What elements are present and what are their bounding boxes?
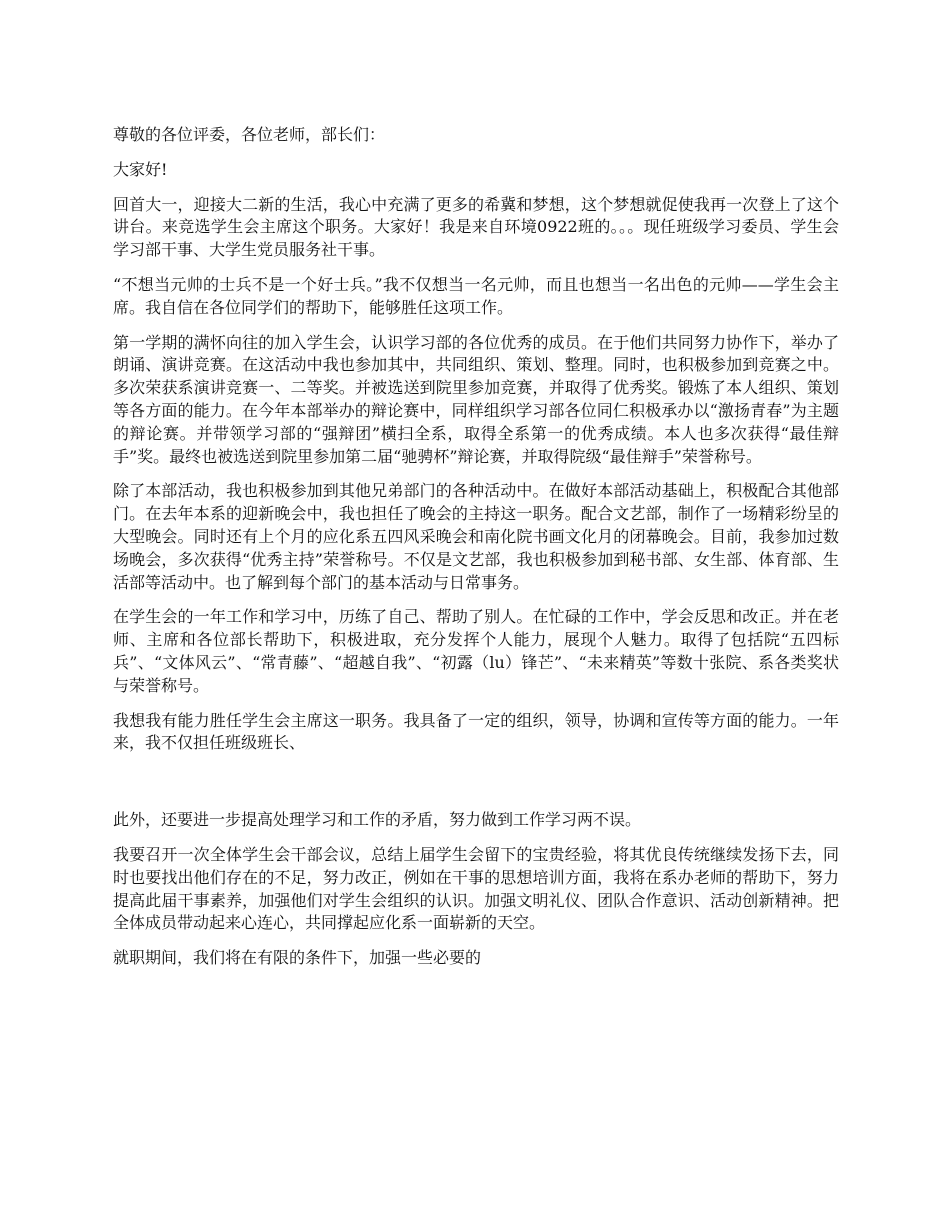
- paragraph-first-term: 第一学期的满怀向往的加入学生会，认识学习部的各位优秀的成员。在于他们共同努力协作下，举办了朗诵、演讲竞赛。在这活动中我也参加其中，共同组织、策划、整理。同时，也积极参加到竞赛之中。多次荣获系演讲竞赛一、二等奖。并被选送到院里参加竞赛，并取得了优秀奖。锻炼了本人组织、策划等各方面的能力。在今年本部举办的辩论赛中，同样组织学习部各位同仁积极承办以“激扬青春”为主题的辩论赛。并带领学习部的“强辩团”横扫全系，取得全系第一的优秀成绩。本人也多次获得“最佳辩手”奖。最终也被选送到院里参加第二届“驰骋杯”辩论赛，并取得院级“最佳辩手”荣誉称号。: [113, 332, 839, 466]
- salutation: 尊敬的各位评委，各位老师，部长们：: [113, 125, 386, 144]
- document-page: [113, 124, 839, 982]
- paragraph-other-departments: 除了本部活动，我也积极参加到其他兄弟部门的各种活动中。在做好本部活动基础上，积极配合其他部门。在去年本系的迎新晚会中，我也担任了晚会的主持这一职务。配合文艺部，制作了一场精彩纷呈的大型晚会。同时还有上个月的应化系五四风采晚会和南化院书画文化月的闭幕晚会。目前，我参加过数场晚会，多次获得“优秀主持”荣誉称号。不仅是文艺部，我也积极参加到秘书部、女生部、体育部、生活部等活动中。也了解到每个部门的基本活动与日常事务。: [113, 481, 839, 592]
- paragraph-meeting-plan: 我要召开一次全体学生会干部会议，总结上届学生会留下的宝贵经验，将其优良传统继续发扬下去，同时也要找出他们存在的不足，努力改正，例如在干事的思想培训方面，我将在系办老师的帮助下，努力提高此届干事素养，加强他们对学生会组织的认识。加强文明礼仪、团队合作意识、活动创新精神。把全体成员带动起来心连心，共同撑起应化系一面崭新的天空。: [113, 844, 839, 933]
- paragraph-study-balance: 此外，还要进一步提高处理学习和工作的矛盾，努力做到工作学习两不误。: [113, 810, 642, 830]
- paragraph-term-plan: 就职期间，我们将在有限的条件下，加强一些必要的: [113, 948, 482, 968]
- paragraph-capability: 我想我有能力胜任学生会主席这一职务。我具备了一定的组织，领导，协调和宣传等方面的能力。一年来，我不仅担任班级班长、: [113, 710, 839, 753]
- blank-gap: [113, 767, 839, 809]
- paragraph-intro: 回首大一，迎接大二新的生活，我心中充满了更多的希冀和梦想，这个梦想就促使我再一次登上了这个讲台。来竞选学生会主席这个职务。大家好！我是来自环境0922班的。。。现任班级学习委员、学生会学习部干事、大学生党员服务社干事。: [113, 194, 839, 260]
- paragraph-year-review: 在学生会的一年工作和学习中，历练了自己、帮助了别人。在忙碌的工作中，学会反思和改正。并在老师、主席和各位部长帮助下，积极进取，充分发挥个人能力，展现个人魅力。取得了包括院“五四标兵”、“文体风云”、“常青藤”、“超越自我”、“初露（lu）锋芒”、“未来精英”等数十张院、系各类奖状与荣誉称号。: [113, 607, 839, 695]
- greeting: 大家好!: [113, 159, 168, 179]
- paragraph-quote: “不想当元帅的士兵不是一个好士兵。”我不仅想当一名元帅，而且也想当一名出色的元帅——学生会主席。我自信在各位同学们的帮助下，能够胜任这项工作。: [113, 274, 839, 317]
